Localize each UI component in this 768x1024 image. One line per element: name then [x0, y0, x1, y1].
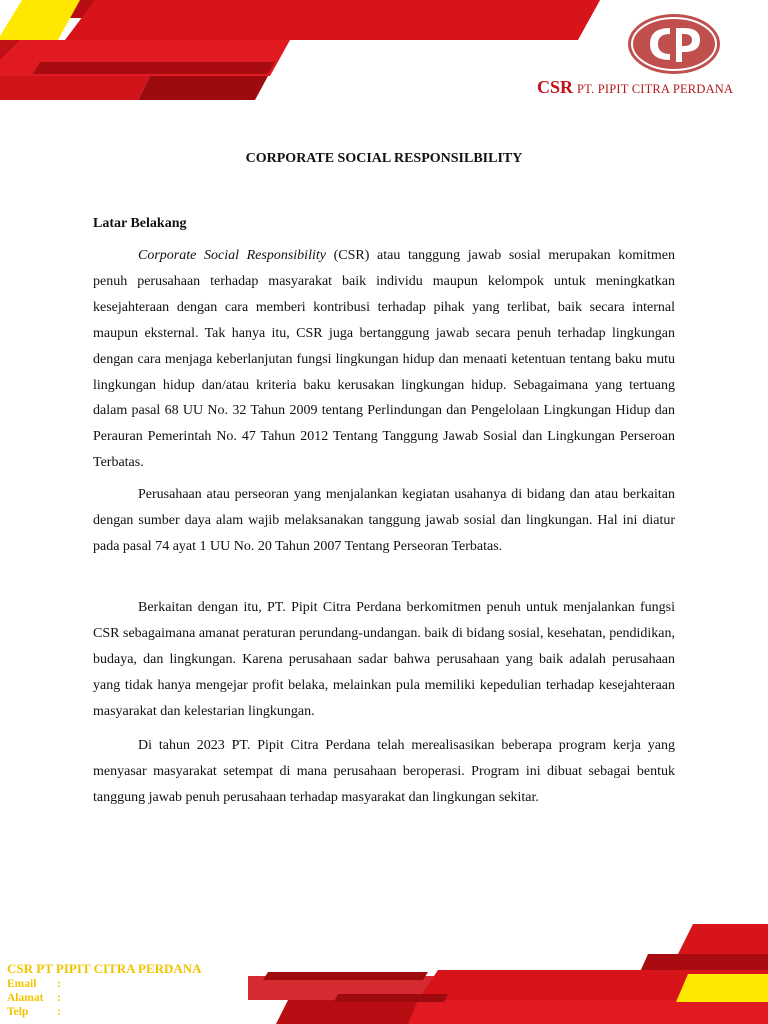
footer-banner-graphic: [248, 924, 768, 1024]
footer-email-sep: :: [57, 978, 61, 990]
paragraph-1: [93, 243, 675, 476]
section-heading: Latar Belakang: [93, 216, 187, 231]
footer-contact-info: [7, 961, 202, 1019]
brand-company-name: PT. PIPIT CITRA PERDANA: [577, 82, 734, 96]
footer-alamat-label: Alamat: [7, 992, 44, 1004]
document-title: CORPORATE SOCIAL RESPONSILBILITY: [245, 151, 523, 166]
brand-mark: CSR: [537, 77, 574, 97]
paragraph-1-text: (CSR) atau tanggung jawab sosial merupakan komitmen penuh perusahaan terhadap masyarakat baik individu maupun kelompok untuk meningkatkan kesejahteraan dengan cara memberi kontribusi terhadap pihak yang terlibat, baik secara internal maupun eksternal. Tak hanya itu, CSR juga bertanggung jawab secara penuh terhadap lingkungan dengan cara menjaga keberlanjutan fungsi lingkungan hidup dan menaati ketentuan tentang baku mutu lingkungan hidup dan/atau kriteria baku kerusakan lingkungan hidup. Sebagaimana yang tertuang dalam pasal 68 UU No. 32 Tahun 2009 tentang Perlindungan dan Pengelolaan Lingkungan Hidup dan Perauran Pemerintah No. 47 Tahun 2012 Tentang Tanggung Jawab Sosial dan Lingkungan Perseroan Terbatas.: [93, 248, 676, 471]
footer-alamat-sep: :: [57, 992, 61, 1004]
footer-email-row: [7, 977, 202, 991]
paragraph-3: Berkaitan dengan itu, PT. Pipit Citra Perdana berkomitmen penuh untuk menjalankan fungsi CSR sebagaimana amanat peraturan perundang-undangan. baik di bidang sosial, kesehatan, pendidikan, budaya, dan lingkungan. Karena perusahaan sadar bahwa perusahaan yang baik adalah perusahaan yang tidak hanya mengejar profit belaka, melainkan pula memiliki kepedulian terhadap kesejahteraan masyarakat dan kelestarian lingkungan.: [93, 600, 675, 719]
footer-org-name: CSR PT PIPIT CITRA PERDANA: [7, 961, 202, 976]
footer-telp-row: [7, 1005, 202, 1019]
footer-email-label: Email: [7, 978, 37, 990]
paragraph-2: Perusahaan atau perseoran yang menjalankan kegiatan usahanya di bidang dan atau berkaitan dengan sumber daya alam wajib melaksanakan tanggung jawab sosial dan lingkungan. Hal ini diatur pada pasal 74 ayat 1 UU No. 20 Tahun 2007 Tentang Perseoran Terbatas.: [93, 487, 675, 554]
paragraph-1-italic: Corporate Social Responsibility: [138, 248, 326, 263]
brand-header: [537, 77, 733, 98]
paragraph-4: Di tahun 2023 PT. Pipit Citra Perdana telah merealisasikan beberapa program kerja yang menyasar masyarakat setempat di mana perusahaan beroperasi. Program ini dibuat sebagai bentuk tanggung jawab penuh perusahaan terhadap masyarakat dan lingkungan sekitar.: [93, 738, 675, 805]
footer-alamat-row: [7, 991, 202, 1005]
header-banner-graphic: [0, 0, 600, 100]
footer-telp-sep: :: [57, 1006, 61, 1018]
pipit-citra-perdana-logo-icon: [626, 12, 722, 76]
footer-telp-label: Telp: [7, 1006, 29, 1018]
